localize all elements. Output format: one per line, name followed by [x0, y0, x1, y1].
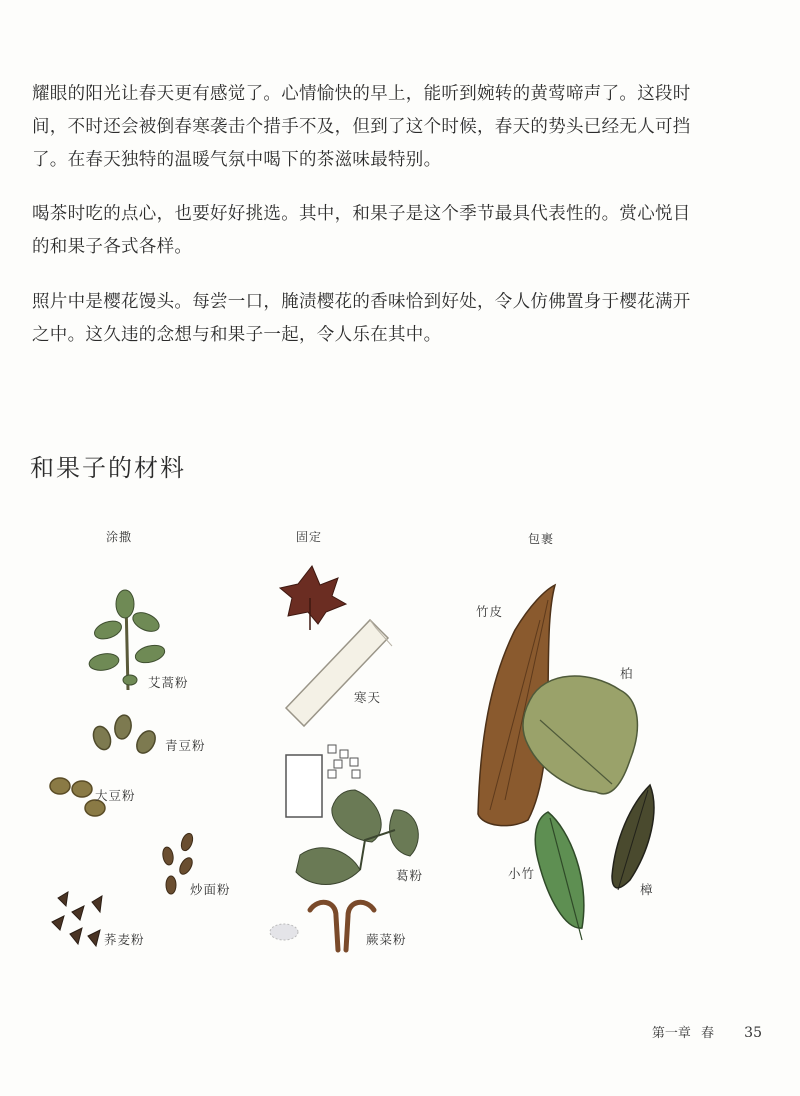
paragraph-3: 照片中是樱花馒头。每尝一口，腌渍樱花的香味恰到好处，令人仿佛置身于樱花满开之中。这久违的念想与和果子一起，令人乐在其中。	[32, 292, 691, 345]
kudzu-illustration	[286, 745, 418, 885]
maple-leaf-illustration	[280, 566, 346, 630]
category-setting: 固定	[296, 530, 323, 544]
page-number: 35	[744, 1025, 762, 1041]
label-mugwort-powder: 艾蒿粉	[148, 675, 189, 690]
paragraph-2: 喝茶时吃的点心，也要好好挑选。其中，和果子是这个季节最具代表性的。赏心悦目的和果子各式各样。	[32, 204, 691, 257]
label-agar: 寒天	[354, 690, 382, 705]
label-roasted-flour: 炒面粉	[190, 882, 231, 897]
label-buckwheat-flour: 荞麦粉	[104, 932, 145, 947]
buckwheat-illustration	[52, 892, 102, 946]
bracken-illustration	[310, 902, 374, 950]
category-coating: 涂撒	[106, 530, 133, 544]
page-footer	[646, 1022, 762, 1041]
category-wrapping: 包裹	[528, 532, 555, 546]
footer-season: 春	[701, 1026, 715, 1041]
camphor-leaf-illustration	[612, 785, 654, 890]
label-bamboo-sheath: 竹皮	[476, 604, 504, 619]
agar-illustration	[286, 620, 392, 726]
section-title: 和果子的材料	[30, 454, 186, 482]
label-soybean-powder: 大豆粉	[95, 788, 136, 803]
bracken-starch-powder-illustration	[270, 924, 298, 940]
paragraph-1: 耀眼的阳光让春天更有感觉了。心情愉快的早上，能听到婉转的黄莺啼声了。这段时间，不时还会被倒春寒袭击个措手不及，但到了这个时候，春天的势头已经无人可挡了。在春天独特的温暖气氛中喝下的茶滋味最特别。	[32, 84, 691, 170]
footer-chapter: 第一章	[651, 1026, 691, 1041]
label-camphor-leaf: 樟	[640, 882, 654, 897]
label-bamboo-grass: 小竹	[508, 866, 536, 881]
label-bracken-starch: 蕨菜粉	[366, 932, 407, 947]
label-oak-leaf: 柏	[620, 666, 634, 681]
bamboo-grass-leaf-illustration	[535, 812, 584, 940]
green-soybeans-illustration	[90, 714, 159, 757]
label-kudzu-powder: 葛粉	[396, 868, 424, 883]
label-green-soy-powder: 青豆粉	[165, 738, 206, 753]
